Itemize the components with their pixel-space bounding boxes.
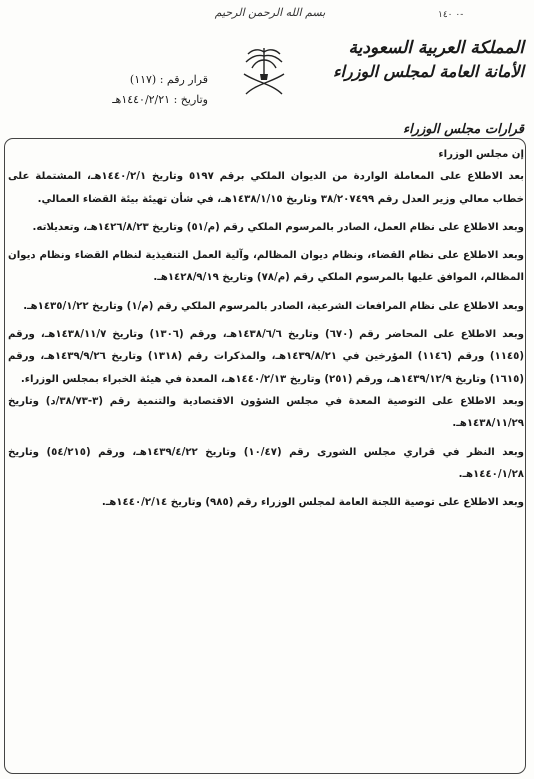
top-reference-number: -٠ ١٤٠ [438, 10, 464, 20]
decision-number: قرار رقم : (١١٧) [129, 73, 208, 86]
paragraph: وبعد الاطلاع على المحاضر رقم (٦٧٠) وتاريخ ١٤٣٨/٦/٦هـ، ورقم (١٣٠٦) وتاريخ ١٤٣٨/١١/٧هـ، ورقم (١١٤٥) ورقم (١١٤٦) المؤرخين في ١٤٣٩/٨/٢١هـ، والمذكرات رقم (١٣١٨) وتاريخ ١٤٣٩/٩/٢٦هـ، ورقم (١٦١٥) وتاريخ ١٤٣٩/١٢/٩هـ، ورقم (٢٥١) وتاريخ ١٤٤٠/٢/١٣هـ، المعدة في هيئة الخبراء بمجلس الوزراء. [8, 329, 525, 385]
paragraph: وبعد الاطلاع على التوصية المعدة في مجلس الشؤون الاقتصادية والتنمية رقم (٣-٣٨/٧٣/د) وتاريخ ١٤٣٨/١١/٢٩هـ. [8, 395, 524, 430]
opening-line: إن مجلس الوزراء [438, 149, 524, 160]
paragraph: وبعد الاطلاع على توصية اللجنة العامة لمجلس الوزراء رقم (٩٨٥) وتاريخ ١٤٤٠/٢/١٤هـ. [101, 497, 524, 509]
basmala: بسم الله الرحمن الرحيم [214, 6, 326, 19]
paragraph: وبعد النظر في قراري مجلس الشورى رقم (١٠/٤٧) وتاريخ ١٤٣٩/٤/٢٢هـ، ورقم (٥٤/٢١٥) وتاريخ ١٤٤٠/١/٢٨هـ. [8, 446, 525, 480]
issuer-header [333, 36, 524, 84]
paragraph: وبعد الاطلاع على نظام العمل، الصادر بالمرسوم الملكي رقم (م/٥١) وتاريخ ١٤٢٦/٨/٢٣هـ، وتعديلاته. [32, 221, 524, 233]
secretariat-name: الأمانة العامة لمجلس الوزراء [333, 62, 524, 81]
decisions-title: قرارات مجلس الوزراء [403, 122, 524, 137]
kingdom-name: المملكة العربية السعودية [348, 38, 524, 58]
decision-body [8, 144, 524, 514]
decision-reference [78, 70, 208, 110]
saudi-emblem-icon [238, 44, 290, 100]
paragraph: وبعد الاطلاع على نظام القضاء، ونظام ديوان المظالم، وآلية العمل التنفيذية لنظام القضاء ونظام ديوان المظالم، الموافق عليها بالمرسوم الملكي رقم (م/٧٨) وتاريخ ١٤٢٨/٩/١٩هـ. [8, 250, 524, 284]
decision-date: وتاريخ : ١٤٤٠/٢/٢١هـ [112, 93, 208, 106]
paragraph: بعد الاطلاع على المعاملة الواردة من الديوان الملكي برقم ٥١٩٧ وتاريخ ١٤٤٠/٢/١هـ، المشتملة على خطاب معالي وزير العدل رقم ٣٨/٢٠٧٤٩٩ وتاريخ ١٤٣٨/١/١٥هـ، في شأن تهيئة بيئة القضاء العمالي. [8, 171, 525, 205]
paragraph: وبعد الاطلاع على نظام المرافعات الشرعية، الصادر بالمرسوم الملكي رقم (م/١) وتاريخ ١٤٣٥/١/٢٢هـ. [23, 300, 524, 312]
